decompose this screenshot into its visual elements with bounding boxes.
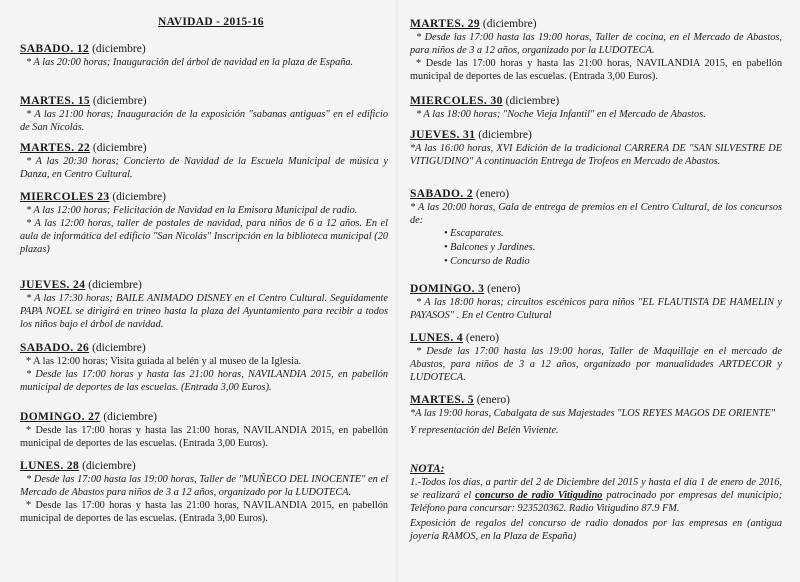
document-title: NAVIDAD - 2015-16 (158, 16, 264, 28)
event-line: * A las 20:00 horas; Inauguración del árbol de navidad en la plaza de España. (26, 57, 354, 68)
event-miercoles-30 (410, 94, 782, 121)
nota-title: NOTA: (410, 463, 445, 475)
event-line: * A las 17:30 horas; BAILE ANIMADO DISNEY en el Centro Cultural. Seguidamente PAPA NOEL se dirigirá en trineo hasta la plaza del Ayuntamiento para recibir a todos los niños bajo el árbol de navidad. (20, 293, 388, 330)
event-month: (diciembre) (103, 411, 157, 423)
event-miercoles-23 (20, 190, 388, 256)
event-lunes-28 (20, 459, 388, 525)
event-line: * A las 18:00 horas; "Noche Vieja Infantil" en el Mercado de Abastos. (416, 109, 706, 120)
event-day: DOMINGO. 3 (410, 283, 485, 295)
event-line: * A las 18:00 horas; circuitos escénicos para niños "EL FLAUTISTA DE HAMELIN y PAYASOS" . En el Centro Cultural (410, 297, 782, 321)
event-martes-5 (410, 393, 782, 437)
event-month: (enero) (476, 394, 510, 406)
event-line: * Desde las 17:00 horas y hasta las 21:00 horas, NAVILANDIA 2015, en pabellón municipal de deportes de las escuelas. (Entrada 3,00 Euros). (410, 58, 782, 82)
event-sabado-12 (20, 42, 388, 69)
event-day: SABADO. 26 (20, 342, 90, 354)
event-month: (diciembre) (478, 129, 532, 141)
event-month: (diciembre) (92, 95, 147, 107)
event-month: (diciembre) (112, 191, 166, 203)
event-month: (diciembre) (482, 18, 537, 30)
event-month: (diciembre) (505, 95, 560, 107)
list-item: • Escaparates. (444, 228, 504, 239)
event-month: (enero) (475, 188, 510, 200)
event-line: * A las 12:00 horas; Visita guiada al belén y al museo de la Iglesia. (26, 356, 302, 367)
event-day: DOMINGO. 27 (20, 411, 101, 423)
event-month: (diciembre) (82, 460, 136, 472)
event-line: * A las 12:00 horas; Felicitación de Navidad en la Emisora Municipal de radio. (26, 205, 358, 216)
event-day: LUNES. 4 (410, 332, 464, 344)
event-line: * A las 20:00 horas, Gala de entrega de premios en el Centro Cultural, de los concursos de: (410, 202, 782, 226)
event-sabado-2 (410, 187, 782, 269)
page-fold (396, 0, 400, 582)
contest-list (410, 227, 782, 269)
event-month: (diciembre) (92, 142, 147, 154)
event-line: * Desde las 17:00 hasta las 19:00 horas, Taller de cocina, en el Mercado de Abastos, para niños de 3 a 12 años, organizado por la LUDOTECA. (410, 32, 782, 56)
event-martes-22 (20, 141, 388, 181)
event-month: (enero) (465, 332, 500, 344)
event-day: JUEVES. 24 (20, 279, 86, 291)
event-day: LUNES. 28 (20, 460, 80, 472)
event-day: MARTES. 22 (20, 142, 91, 154)
event-day: MARTES. 5 (410, 394, 474, 406)
nota-paragraph-2: Exposición de regalos del concurso de radio donados por las empresas en (antigua joyería RAMOS, en la Plaza de España) (410, 518, 782, 542)
event-day: MIERCOLES 23 (20, 191, 110, 203)
event-line: * Desde las 17:00 horas y hasta las 21:00 horas, NAVILANDIA 2015, en pabellón municipal de deportes de las escuelas. (Entrada 3,00 Euros). (20, 500, 388, 524)
event-martes-29 (410, 17, 782, 83)
event-line: * Desde las 17:00 hasta las 19:00 horas, Taller de "MUÑECO DEL INOCENTE" en el Mercado de Abastos para niños de 3 a 12 años, organizado por la LUDOTECA. (20, 474, 388, 498)
event-line: * Desde las 17:00 horas y hasta las 21:00 horas, NAVILANDIA 2015, en pabellón municipal de deportes de las escuelas. (Entrada 3,00 Euros). (20, 369, 388, 393)
event-month: (enero) (487, 283, 521, 295)
event-day: MARTES. 15 (20, 95, 91, 107)
event-lunes-4 (410, 331, 782, 384)
event-line: *A las 16:00 horas, XVI Edición de la tradicional CARRERA DE "SAN SILVESTRE DE VITIGUDINO" A continuación Entrega de Trofeos en Mercado de Abastos. (410, 143, 782, 167)
event-jueves-24 (20, 278, 388, 331)
nota-text: 1.-Todos los días, a partir del 2 de Diciembre del 2015 y hasta el día 1 de enero de 2016, se realizará el (410, 477, 782, 501)
event-line: * Desde las 17:00 horas y hasta las 21:00 horas, NAVILANDIA 2015, en pabellón municipal de deportes de las escuelas. (Entrada 3,00 Euros). (20, 425, 388, 449)
event-line: * A las 21:00 horas; Inauguración de la exposición "sabanas antiguas" en el edificio de San Nicolás. (20, 109, 388, 133)
event-domingo-3 (410, 282, 782, 322)
event-day: SABADO. 2 (410, 188, 474, 200)
event-day: MIERCOLES. 30 (410, 95, 503, 107)
event-month: (diciembre) (92, 43, 146, 55)
event-sabado-26 (20, 341, 388, 394)
nota-section (410, 462, 782, 543)
event-line: * Desde las 17:00 hasta las 19:00 horas, Taller de Maquillaje en el mercado de Abastos, para niños de 3 a 12 años, organizado por manualidades ARTDECOR y LUDOTECA. (410, 346, 782, 383)
event-martes-15 (20, 94, 388, 134)
event-jueves-31 (410, 128, 782, 168)
event-month: (diciembre) (88, 279, 142, 291)
event-line: * A las 12:00 horas, taller de postales de navidad, para niños de 6 a 12 años. En el aula de informática del edificio "San Nicolás" Inscripción en la biblioteca municipal (20 plazas) (20, 218, 388, 255)
event-domingo-27 (20, 410, 388, 450)
event-day: JUEVES. 31 (410, 129, 476, 141)
event-line: * A las 20:30 horas; Concierto de Navidad de la Escuela Municipal de música y Danza, en Centro Cultural. (20, 156, 388, 180)
event-month: (diciembre) (92, 342, 146, 354)
list-item: • Balcones y Jardines. (444, 242, 536, 253)
list-item: • Concurso de Radio (444, 256, 530, 267)
event-day: MARTES. 29 (410, 18, 481, 30)
nota-emphasis: concurso de radio Vitigudino (475, 490, 603, 501)
nota-paragraph-1 (410, 476, 782, 515)
event-day: SABADO. 12 (20, 43, 90, 55)
event-line: Y representación del Belén Viviente. (410, 425, 559, 436)
event-line: *A las 19:00 horas, Cabalgata de sus Majestades "LOS REYES MAGOS DE ORIENTE" (410, 408, 776, 419)
nota-text: patrocinado por empresas del municipio; Teléfono para concursar: 923520362. Radio Vitigudino 87.9 FM. (410, 490, 783, 514)
